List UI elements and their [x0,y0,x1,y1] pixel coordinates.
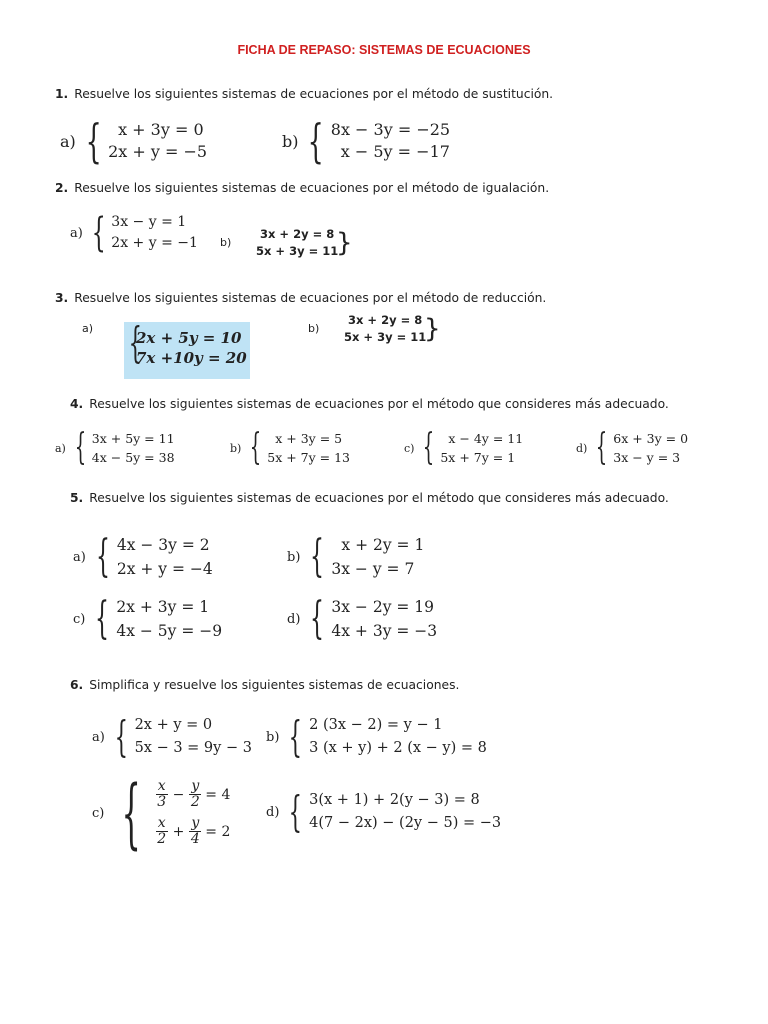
equation-1: 3x + 5y = 11 [91,431,175,446]
instruction-text: Simplifica y resuelve los siguientes sistemas de ecuaciones. [89,678,460,692]
equation-1: 3(x + 1) + 2(y − 3) = 8 [309,792,480,808]
system-label: a) [70,225,83,241]
equation-1: x + 3y = 5 [275,431,343,446]
equation-2: 5x − 3 = 9y − 3 [134,740,252,756]
system-4b [230,429,350,467]
instruction-2 [55,181,549,195]
equation-2: 5x + 3y = 11 [344,330,427,344]
fraction: $\frac{x}{3}$ [157,778,167,810]
system-label: b) [220,236,232,249]
equation-1: 2x + y = 0 [134,717,213,733]
left-brace: { [423,427,435,468]
system-label: b) [308,322,320,335]
system-label: d) [576,441,588,455]
system-4d [576,429,688,467]
left-brace: { [308,114,325,168]
system-2b [256,226,338,260]
equation-1: 6x + 3y = 0 [613,431,689,446]
right-brace: } [336,228,353,258]
system-3b [344,312,426,346]
equation-1: 8x − 3y = −25 [330,120,451,139]
left-brace: { [121,768,142,857]
instruction-6 [70,678,459,692]
equation-1: 2x + 5y = 10 [136,329,242,347]
equation-2: 5x + 7y = 1 [440,450,516,465]
left-brace: { [95,531,110,582]
instruction-number: 5. [70,491,84,505]
system-6d [266,789,501,835]
equation-2: 3 (x + y) + 2 (x − y) = 8 [309,740,487,756]
system-label: d) [287,611,301,627]
system-label: b) [266,729,280,745]
instruction-number: 4. [70,397,84,411]
system-6b [266,714,487,760]
system-5c [73,595,222,643]
instruction-text: Resuelve los siguientes sistemas de ecuaciones por el método que consideres más adecuado. [89,397,669,411]
system-label: b) [230,441,242,455]
system-label: a) [82,322,94,335]
fraction: $\frac{y}{2}$ [190,778,200,810]
equation-1: 3x − y = 1 [111,214,187,230]
system-4a [55,429,175,467]
instruction-number: 2. [55,181,69,195]
equation-2: 3x − y = 3 [613,450,681,465]
equation-2: 3x − y = 7 [331,560,415,578]
equation-2: 2x + y = −4 [116,560,213,578]
left-brace: { [95,593,110,644]
left-brace: { [289,712,303,761]
instruction-1 [55,87,553,101]
page-title: FICHA DE REPASO: SISTEMAS DE ECUACIONES [237,43,531,57]
instruction-text: Resuelve los siguientes sistemas de ecuaciones por el método de sustitución. [74,87,554,101]
system-5b [287,533,424,581]
system-label: c) [73,611,86,627]
equation-2: 5x + 3y = 11 [256,244,339,258]
equation-2: $\frac{x}{2}$ + $\frac{y}{4}$ = 2 [157,815,231,847]
instruction-text: Resuelve los siguientes sistemas de ecuaciones por el método que consideres más adecuado. [89,491,669,505]
equation-1: 3x + 2y = 8 [348,313,423,327]
instruction-number: 6. [70,678,84,692]
right-brace: } [424,314,441,344]
left-brace: { [128,318,143,367]
fraction: $\frac{y}{4}$ [190,815,200,847]
instruction-text: Resuelve los siguientes sistemas de ecuaciones por el método de reducción. [74,291,547,305]
left-brace: { [310,593,325,644]
left-brace: { [289,787,303,836]
system-1b [282,114,451,168]
system-2a [70,212,198,254]
system-5a [73,533,213,581]
equation-2: 4(7 − 2x) − (2y − 5) = −3 [309,815,502,831]
equation-2: 4x − 5y = 38 [91,450,175,465]
equation-1: 3x + 2y = 8 [260,227,335,241]
system-5d [287,595,437,643]
equation-1: 4x − 3y = 2 [116,536,210,554]
equation-2: 5x + 7y = 13 [267,450,351,465]
system-label: a) [55,441,66,455]
left-brace: { [85,114,102,168]
equation-2: 2x + y = −5 [108,142,208,161]
left-brace: { [114,712,128,761]
system-label: c) [404,441,415,455]
equation-2: x − 5y = −17 [340,142,450,161]
instruction-number: 3. [55,291,69,305]
equation-2: 4x + 3y = −3 [331,622,438,640]
system-1a [60,114,208,168]
instruction-number: 1. [55,87,69,101]
equation-1: x + 2y = 1 [341,536,425,554]
equation-1: $\frac{x}{3}$ − $\frac{y}{2}$ = 4 [157,778,231,810]
left-brace: { [91,210,106,256]
system-label: a) [92,729,105,745]
instruction-text: Resuelve los siguientes sistemas de ecuaciones por el método de igualación. [74,181,550,195]
system-label: a) [60,131,76,151]
system-4c [404,429,523,467]
equation-1: 3x − 2y = 19 [331,598,435,616]
fraction: $\frac{x}{2}$ [157,815,167,847]
left-brace: { [250,427,262,468]
left-brace: { [596,427,608,468]
system-6c [92,768,231,857]
system-label: d) [266,804,280,820]
instruction-3 [55,291,546,305]
left-brace: { [74,427,87,468]
left-brace: { [310,531,325,582]
system-label: b) [282,131,299,151]
equation-2: 4x − 5y = −9 [116,622,223,640]
equation-2: 7x +10y = 20 [136,349,247,367]
system-3a [136,328,247,368]
equation-1: 2 (3x − 2) = y − 1 [309,717,443,733]
equation-2: 2x + y = −1 [111,235,198,251]
system-label: b) [287,549,301,565]
equation-1: x + 3y = 0 [118,120,204,139]
system-label: c) [92,805,105,821]
system-label: a) [73,549,86,565]
equation-1: x − 4y = 11 [448,431,524,446]
instruction-5 [70,491,669,505]
equation-1: 2x + 3y = 1 [116,598,210,616]
instruction-4 [70,397,669,411]
system-6a [92,714,252,760]
